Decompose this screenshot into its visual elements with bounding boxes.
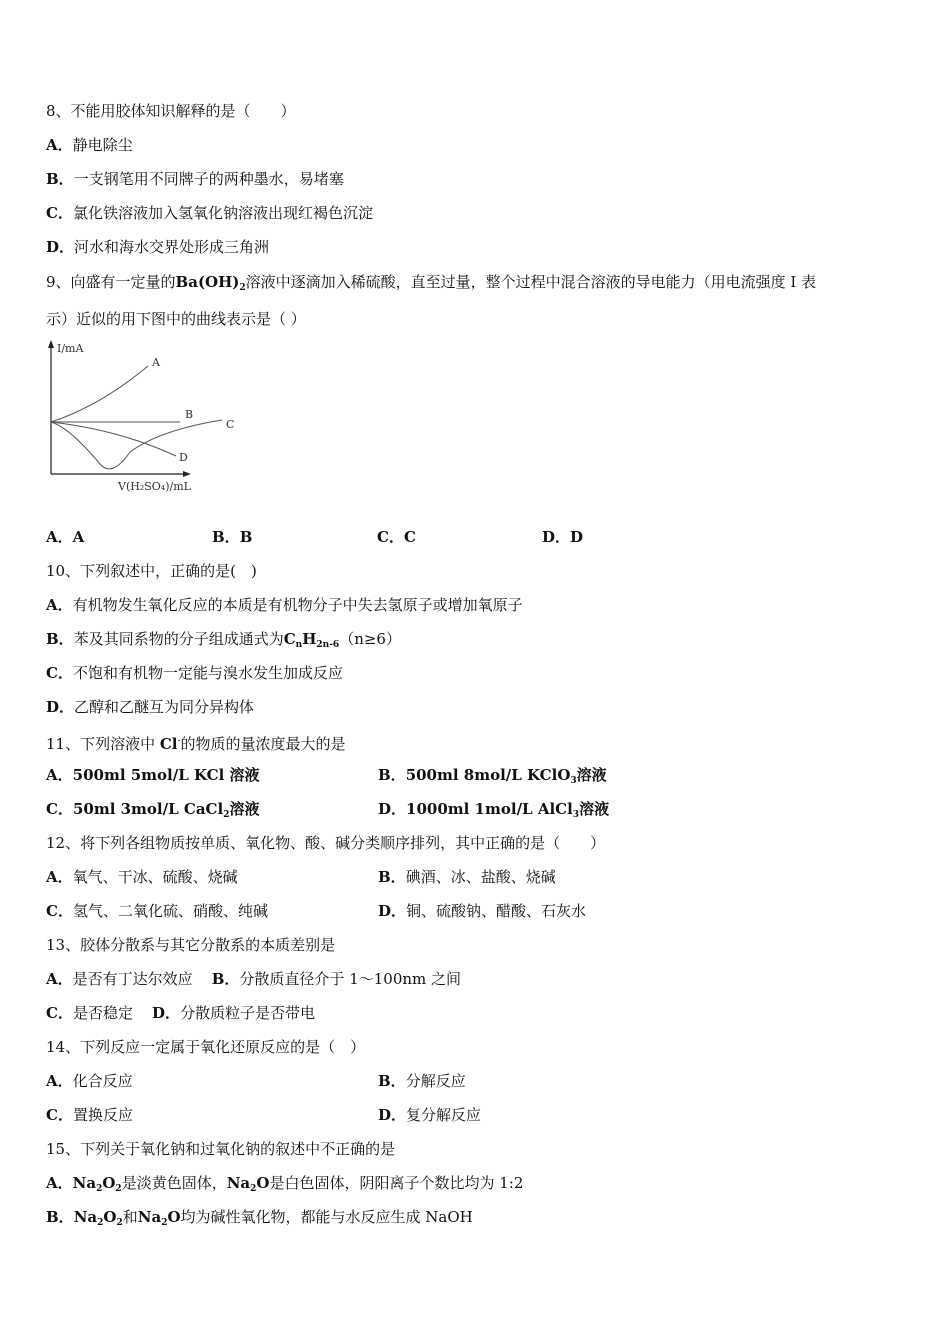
q13-option-d[interactable]: D．分散质粒子是否带电	[152, 1004, 316, 1022]
q10-option-a[interactable]: A．有机物发生氧化反应的本质是有机物分子中失去氢原子或增加氧原子	[46, 596, 523, 614]
q13-option-b[interactable]: B．分散质直径介于 1～100nm 之间	[211, 970, 462, 988]
curve-a-label: A	[152, 356, 160, 369]
q9-option-b[interactable]: B．B	[212, 528, 253, 546]
q10-option-c[interactable]: C．不饱和有机物一定能与溴水发生加成反应	[46, 664, 343, 682]
q8-option-c[interactable]: C．氯化铁溶液加入氢氧化钠溶液出现红褐色沉淀	[46, 204, 373, 222]
q14-option-d[interactable]: D．复分解反应	[378, 1106, 482, 1124]
q14-option-a[interactable]: A．化合反应	[46, 1072, 133, 1090]
q9-stem-line2: 示）近似的用下图中的曲线表示是（ ）	[46, 310, 306, 328]
q15-option-a[interactable]: A．$Na_2O_2$是淡黄色固体，$Na_2O$是白色固体，阴阳离子个数比均为 1:2	[46, 1174, 524, 1194]
curve-b-label: B	[185, 408, 194, 421]
y-axis-arrow	[48, 340, 54, 348]
q11-option-d[interactable]: D．1000ml 1mol/L AlCl$_3$溶液	[378, 800, 610, 820]
q8-stem: 8、不能用胶体知识解释的是（ ）	[46, 102, 296, 120]
q12-option-d[interactable]: D．铜、硫酸钠、醋酸、石灰水	[378, 902, 587, 920]
q13-option-c[interactable]: C．是否稳定	[46, 1004, 133, 1022]
y-axis-label: I/mA	[57, 342, 84, 355]
q14-option-b[interactable]: B．分解反应	[378, 1072, 466, 1090]
curve-a	[51, 366, 148, 422]
q12-option-c[interactable]: C．氢气、二氧化硫、硝酸、纯碱	[46, 902, 268, 920]
q8-option-b[interactable]: B．一支钢笔用不同牌子的两种墨水，易堵塞	[46, 170, 344, 188]
q11-option-a[interactable]: A．500ml 5mol/L KCl 溶液	[46, 766, 260, 784]
q14-stem: 14、下列反应一定属于氧化还原反应的是（ ）	[46, 1038, 366, 1056]
q8-option-d[interactable]: D．河水和海水交界处形成三角洲	[46, 238, 270, 256]
q14-option-c[interactable]: C．置换反应	[46, 1106, 133, 1124]
q9-option-a[interactable]: A．A	[46, 528, 85, 546]
q15-stem: 15、下列关于氧化钠和过氧化钠的叙述中不正确的是	[46, 1140, 396, 1158]
q10-option-b[interactable]: B．苯及其同系物的分子组成通式为$C_nH_{2n-6}(n\ge 6)$	[46, 630, 401, 650]
curve-d	[51, 422, 176, 456]
q12-option-b[interactable]: B．碘酒、冰、盐酸、烧碱	[378, 868, 556, 886]
conductivity-graph	[40, 338, 250, 498]
q9-option-c[interactable]: C．C	[377, 528, 416, 546]
q8-option-a[interactable]: A．静电除尘	[46, 136, 133, 154]
q13-stem: 13、胶体分散系与其它分散系的本质差别是	[46, 936, 336, 954]
curve-d-label: D	[179, 451, 188, 464]
q11-option-b[interactable]: B．500ml 8mol/L KClO$_3$溶液	[378, 766, 607, 786]
x-axis-label: V(H₂SO₄)/mL	[118, 480, 191, 493]
q10-option-d[interactable]: D．乙醇和乙醚互为同分异构体	[46, 698, 255, 716]
q12-option-a[interactable]: A．氧气、干冰、硫酸、烧碱	[46, 868, 238, 886]
q13-options-cd	[46, 1003, 315, 1023]
q15-option-b[interactable]: B．$Na_2O_2$和$Na_2O$均为碱性氧化物，都能与水反应生成 NaOH	[46, 1208, 473, 1228]
q12-stem: 12、将下列各组物质按单质、氧化物、酸、碱分类顺序排列，其中正确的是（ ）	[46, 834, 606, 852]
q13-options-ab	[46, 969, 461, 989]
curve-c	[51, 420, 222, 469]
q9-stem: 9、向盛有一定量的$Ba(OH)_2$溶液中逐滴加入稀硫酸，直至过量，整个过程中混合溶液的导电能力（用电流强度 I 表	[46, 273, 817, 293]
q13-option-a[interactable]: A．是否有丁达尔效应	[46, 970, 193, 988]
q11-option-c[interactable]: C．50ml 3mol/L CaCl$_2$溶液	[46, 800, 260, 820]
x-axis-arrow	[183, 471, 191, 477]
curve-c-label: C	[226, 418, 235, 431]
q9-option-d[interactable]: D．D	[542, 528, 584, 546]
q10-stem: 10、下列叙述中，正确的是( )	[46, 562, 257, 580]
q11-stem: 11、下列溶液中 Cl-的物质的量浓度最大的是	[46, 735, 346, 753]
